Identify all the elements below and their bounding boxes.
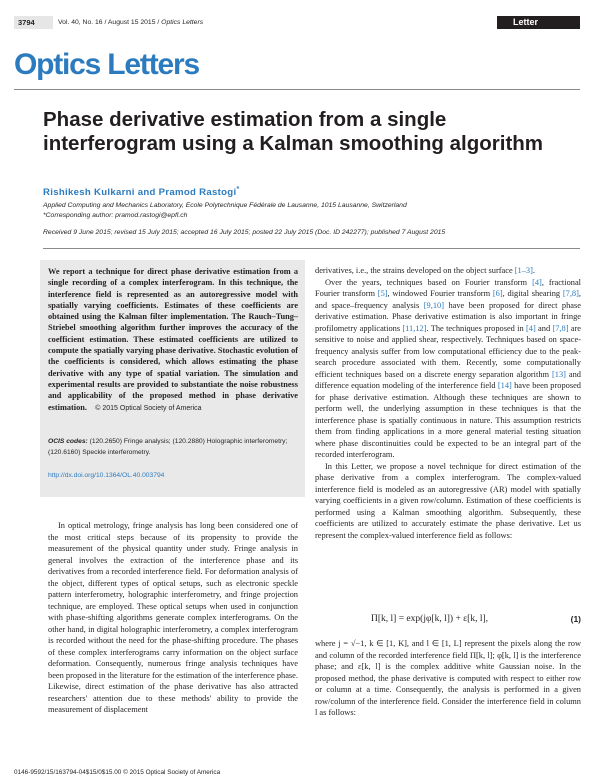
running-header bbox=[0, 16, 594, 29]
citation-link[interactable]: [14] bbox=[497, 381, 512, 390]
abstract-copyright: © 2015 Optical Society of America bbox=[95, 404, 202, 412]
citation-link[interactable]: [4] bbox=[525, 323, 536, 333]
citation-link[interactable]: [1–3] bbox=[514, 266, 533, 275]
body-paragraph: In optical metrology, fringe analysis has long been considered one of the most critical steps because of its propensity to provide the measurement of the physical quantity under study. Fringe analysis in general involves the extraction of the interference phase and its derivatives from a recorded interference field. For deformation analysis of the object, different types of optical setups, such as electronic speckle pattern interferometry, holographic interferometry, and fringe projection technique, are employed. These optical setups when used in conjunction with phase-shifting algorithms generate complex interferograms. On the other hand, in digital holographic interferometry, a complex interferogram is recorded without the need for the phase-shifting procedure. The phases of these complex interferograms carry information on the object surface deformation. Consequently, numerous fringe analysis techniques have been proposed in the literature for the estimation of the interference phase. Likewise, direct estimation of the phase derivative has also attracted researchers' attention due to these methods' ability to provide the measurement of displacement bbox=[48, 521, 298, 714]
body-paragraph bbox=[315, 277, 581, 461]
abstract bbox=[48, 266, 298, 414]
right-column bbox=[315, 265, 581, 541]
abstract-text: We report a technique for direct phase derivative estimation from a single recording of a complex interferogram. In this technique, the interference field is represented as an autoregressive model with spatially varying coefficients. Estimates of these coefficients are obtained using the Kalman filter implementation. The Rauch–Tung–Striebel smoothing algorithm further improves the accuracy of the coefficient estimation. These estimated coefficients are utilized to compute the spatially varying phase derivative. Stochastic evolution of the coefficients is considered, which allows estimating the phase derivative with any type of spatial variation. The simulation and experimental results are provided to substantiate the noise robustness and applicability of the proposed method in phase derivative estimation. bbox=[48, 267, 298, 412]
equation-number: (1) bbox=[570, 614, 581, 624]
ocis-text: (120.2650) Fringe analysis; (120.2880) Holographic interferometry; (120.6160) Speckle interferometry. bbox=[48, 438, 288, 456]
citation-link[interactable]: [7,8] bbox=[552, 323, 569, 333]
corresponding-marker: * bbox=[236, 185, 240, 193]
para-text: and difference equation modeling of the interference field bbox=[315, 369, 581, 390]
para-text: . The techniques proposed in bbox=[426, 323, 526, 333]
journal-info bbox=[58, 16, 203, 29]
para-text: . bbox=[532, 266, 535, 275]
equation-expression: Π[k, l] = exp(jφ[k, l]) + ε[k, l], bbox=[371, 614, 489, 624]
ocis-codes bbox=[48, 437, 298, 458]
body-paragraph: where j = √−1, k ∈ [1, K], and l ∈ [1, L] represent the pixels along the row and column of the recorded interference field Π[k, l]; φ[k, l] is the interference phase; and ε[k, l] is the complex additive white Gaussian noise. In the proposed method, the phase derivative is computed with respect to either row or column at a time. Consequently, the analysis is performed in a given row/column of the interference field. Consider the interference field in column l as follows: bbox=[315, 639, 581, 717]
citation-link[interactable]: [5] bbox=[377, 289, 388, 298]
para-text: , digital shearing bbox=[502, 289, 563, 298]
para-text: , fractional Fourier transform bbox=[315, 277, 581, 298]
citation-link[interactable]: [9,10] bbox=[423, 300, 444, 310]
body-paragraph: In this Letter, we propose a novel technique for direct estimation of the phase derivative from a complex interferogram. The complex-valued interference field is modeled as an autoregressive (AR) model with spatially varying coefficients in a given row/column. Estimation of these coefficients is performed using a Kalman smoothing algorithm. Subsequently, these coefficients are utilized to accurately estimate the phase derivative. Let us represent the complex-valued interference field as follows: bbox=[315, 461, 581, 540]
para-text: and bbox=[535, 323, 553, 333]
equation-1 bbox=[315, 614, 581, 628]
citation-link[interactable]: [13] bbox=[551, 369, 566, 379]
footer-copyright: 0146-9592/15/163794-04$15/0$15.00 © 2015 Optical Society of America bbox=[14, 769, 221, 776]
para-text: have been proposed for direct phase derivative estimation. Phase derivative estimation is also important in fringe profilometry applications bbox=[315, 300, 581, 333]
citation-link[interactable]: [6] bbox=[492, 289, 503, 298]
ocis-label: OCIS codes: bbox=[48, 438, 88, 445]
para-text: , and space–frequency analysis bbox=[315, 289, 581, 310]
journal-logo: Optics Letters bbox=[14, 48, 199, 81]
citation-link[interactable]: [11,12] bbox=[402, 323, 427, 333]
affiliation: Applied Computing and Mechanics Laboratory, Ecole Polytechnique Fédérale de Lausanne, 1015 Lausanne, Switzerland bbox=[43, 202, 407, 209]
header-divider bbox=[14, 89, 580, 90]
citation-link[interactable]: [4] bbox=[532, 277, 542, 287]
section-badge: Letter bbox=[497, 16, 580, 29]
volume-info: Vol. 40, No. 16 / August 15 2015 / bbox=[58, 19, 162, 26]
para-text: are sensitive to noise and applied shear, respectively. Techniques based on space-frequency analysis suffer from low computational efficiency due to the peak-search procedure associated with them. Recently, some computationally efficient techniques based on a discrete energy separation algorithm bbox=[315, 323, 582, 379]
page-number: 3794 bbox=[14, 16, 53, 29]
para-text: , windowed Fourier transform bbox=[387, 289, 493, 298]
author-list bbox=[43, 187, 239, 198]
author-names: Rishikesh Kulkarni and Pramod Rastogi bbox=[43, 187, 237, 198]
journal-name: Optics Letters bbox=[161, 19, 204, 26]
citation-link[interactable]: [7,8] bbox=[562, 289, 579, 298]
doi-link[interactable]: http://dx.doi.org/10.1364/OL.40.003794 bbox=[48, 472, 165, 479]
para-text: have been proposed for phase derivative estimation. Although these techniques are shown to perform well, the underlying assumption in these techniques is that the interference phase is spatially continuous in nature. This assumption restricts them from finding applications in a more general material testing situation where phase discontinuities could be expected to be an integral part of the recorded interferogram. bbox=[315, 381, 581, 459]
paper-title: Phase derivative estimation from a single interferogram using a Kalman smoothing algorithm bbox=[43, 108, 544, 155]
corresponding-author: *Corresponding author: pramod.rastogi@epfl.ch bbox=[43, 212, 188, 219]
received-dates: Received 9 June 2015; revised 15 July 2015; accepted 16 July 2015; posted 22 July 2015 (Doc. ID 242277); published 7 August 2015 bbox=[43, 229, 446, 236]
para-text: Over the years, techniques based on Fourier transform bbox=[325, 277, 533, 287]
title-divider bbox=[43, 248, 580, 249]
para-text: derivatives, i.e., the strains developed on the object surface bbox=[315, 266, 515, 275]
body-paragraph bbox=[315, 265, 581, 277]
